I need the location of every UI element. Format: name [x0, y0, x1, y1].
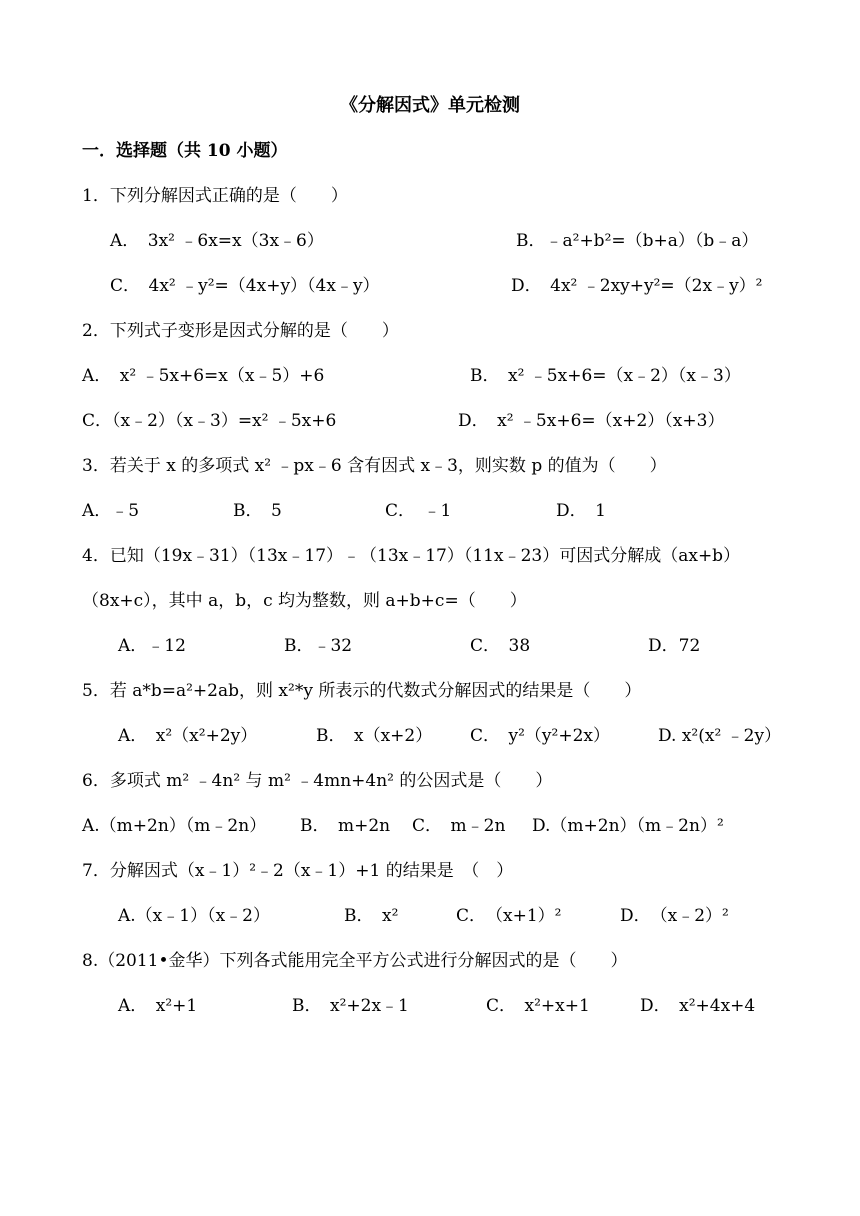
question-2-option-d: D． x² ﹣5x+6=（x+2）（x+3）	[458, 411, 725, 431]
question-1-option-a: A． 3x² ﹣6x=x（3x﹣6）	[110, 231, 324, 251]
question-6-option-d: D.（m+2n）（m﹣2n）²	[532, 816, 724, 836]
question-7-option-a: A.（x﹣1）（x﹣2）	[118, 906, 270, 926]
question-4-stem-continued: （8x+c），其中 a，b，c 均为整数，则 a+b+c=（ ）	[82, 591, 527, 611]
question-5-option-a: A． x²（x²+2y）	[118, 726, 258, 746]
page-title: 《分解因式》单元检测	[340, 95, 520, 116]
question-2-option-c: C．（x﹣2）（x﹣3）=x² ﹣5x+6	[82, 411, 337, 431]
question-7-stem: 7．分解因式（x﹣1）²﹣2（x﹣1）+1 的结果是 （ ）	[82, 861, 514, 881]
question-2-option-a: A． x² ﹣5x+6=x（x﹣5）+6	[82, 366, 325, 386]
question-1-stem: 1．下列分解因式正确的是（ ）	[82, 186, 348, 206]
question-6-option-b: B． m+2n	[300, 816, 391, 836]
question-3-stem: 3．若关于 x 的多项式 x² ﹣px﹣6 含有因式 x﹣3，则实数 p 的值为（ ）	[82, 456, 667, 476]
question-8-option-d: D． x²+4x+4	[640, 996, 756, 1016]
question-3-option-d: D． 1	[556, 501, 606, 521]
question-5-option-b: B． x（x+2）	[316, 726, 433, 746]
question-1-option-c: C． 4x² ﹣y²=（4x+y）（4x﹣y）	[110, 276, 380, 296]
question-3-option-a: A．﹣5	[82, 501, 140, 521]
question-3-option-b: B． 5	[233, 501, 282, 521]
question-8-stem: 8.（2011•金华）下列各式能用完全平方公式进行分解因式的是（ ）	[82, 951, 628, 971]
question-2-stem: 2．下列式子变形是因式分解的是（ ）	[82, 321, 399, 341]
question-7-option-d: D． （x﹣2）²	[620, 906, 729, 926]
question-4-option-b: B．﹣32	[284, 636, 353, 656]
question-6-option-c: C． m﹣2n	[412, 816, 506, 836]
question-6-stem: 6．多项式 m² ﹣4n² 与 m² ﹣4mn+4n² 的公因式是（ ）	[82, 771, 553, 791]
question-2-option-b: B． x² ﹣5x+6=（x﹣2）（x﹣3）	[470, 366, 741, 386]
question-7-option-c: C． （x+1）²	[456, 906, 562, 926]
question-4-option-d: D．72	[648, 636, 701, 656]
question-3-option-c: C． ﹣1	[385, 501, 452, 521]
question-5-option-d: D. x²(x² ﹣2y）	[658, 726, 782, 746]
section-heading: 一．选择题（共 10 小题）	[82, 141, 288, 161]
question-8-option-b: B． x²+2x﹣1	[292, 996, 409, 1016]
question-4-stem: 4．已知（19x﹣31）（13x﹣17）﹣（13x﹣17）（11x﹣23）可因式分解成（ax+b）	[82, 546, 741, 566]
question-7-option-b: B． x²	[344, 906, 399, 926]
question-5-option-c: C． y²（y²+2x）	[470, 726, 610, 746]
question-5-stem: 5．若 a*b=a²+2ab，则 x²*y 所表示的代数式分解因式的结果是（ ）	[82, 681, 642, 701]
question-1-option-b: B．﹣a²+b²=（b+a）（b﹣a）	[516, 231, 759, 251]
question-4-option-a: A．﹣12	[118, 636, 186, 656]
question-8-option-c: C． x²+x+1	[486, 996, 590, 1016]
question-6-option-a: A.（m+2n）（m﹣2n）	[82, 816, 267, 836]
question-4-option-c: C． 38	[470, 636, 531, 656]
question-8-option-a: A． x²+1	[118, 996, 198, 1016]
question-1-option-d: D． 4x² ﹣2xy+y²=（2x﹣y）²	[511, 276, 763, 296]
